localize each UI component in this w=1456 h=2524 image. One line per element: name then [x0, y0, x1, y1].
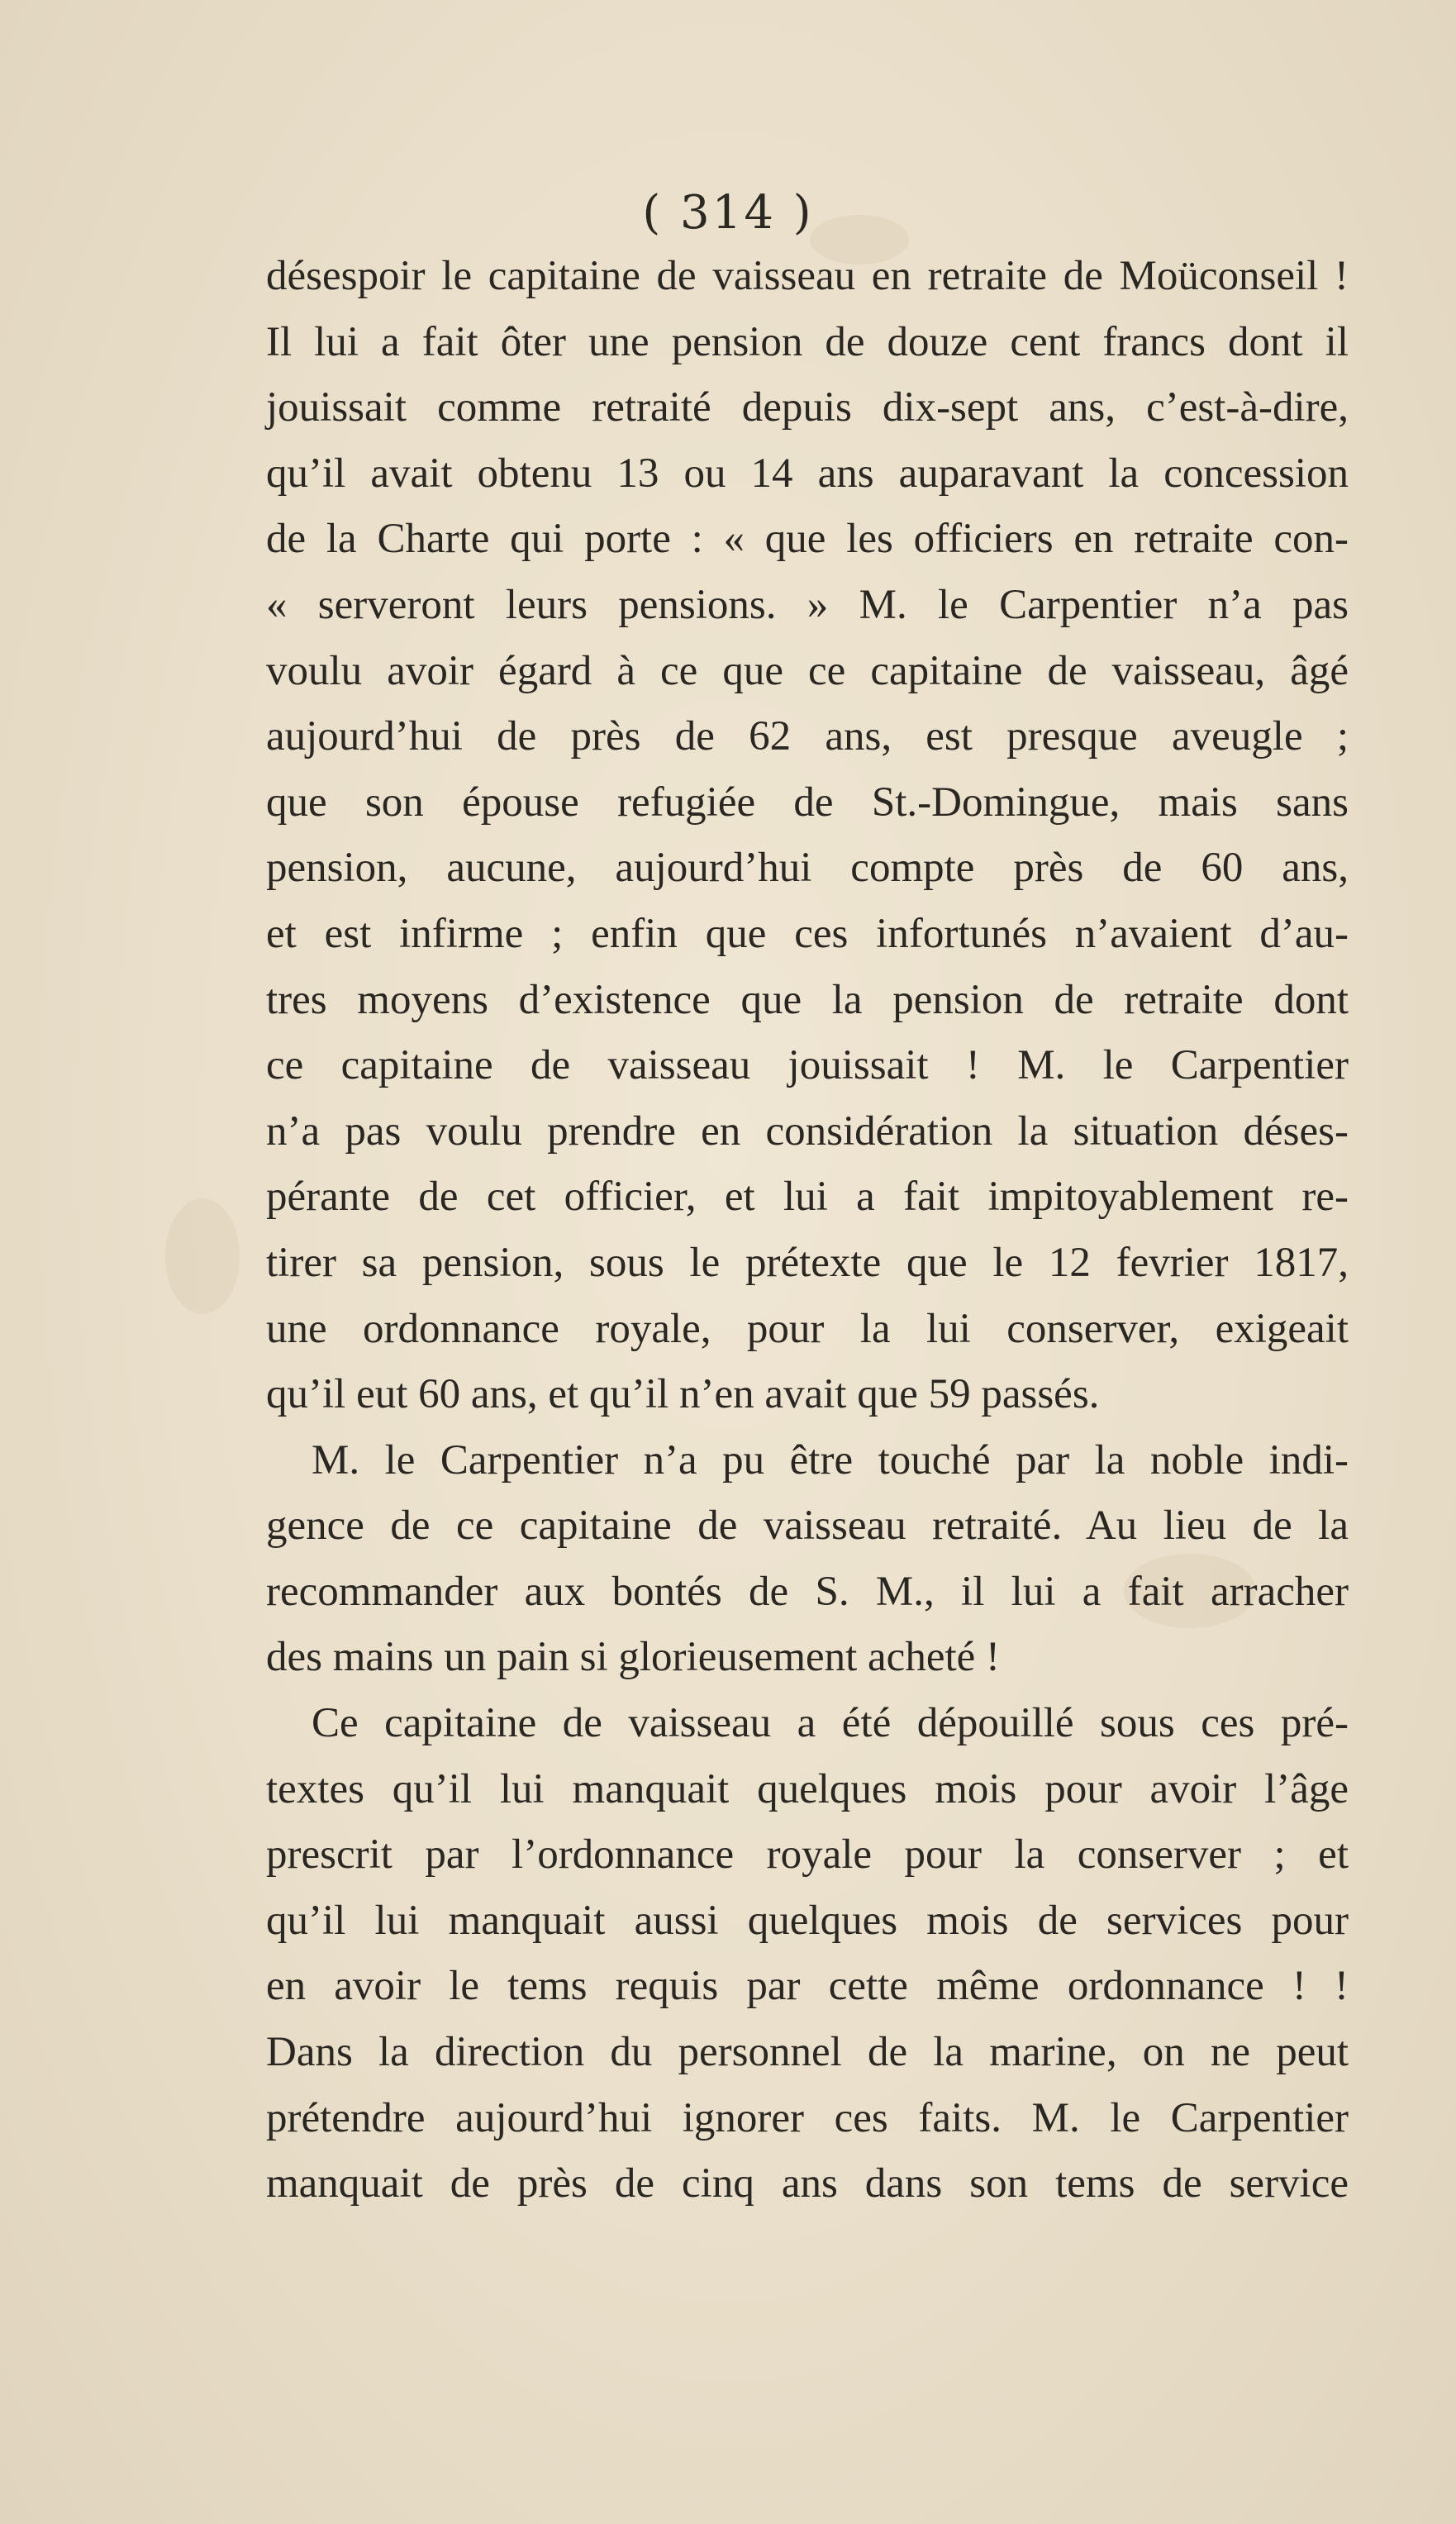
text-line: et est infirme ; enfin que ces infortunés n’avaient d’au-: [266, 910, 1349, 957]
text-line: en avoir le tems requis par cette même ordonnance ! !: [266, 1963, 1349, 2010]
text-line: qu’il eut 60 ans, et qu’il n’en avait que 59 passés.: [266, 1371, 1100, 1418]
text-line: que son épouse refugiée de St.-Domingue, mais sans: [266, 779, 1349, 826]
text-line: recommander aux bontés de S. M., il lui a fait arracher: [266, 1568, 1349, 1615]
text-line: ce capitaine de vaisseau jouissait ! M. le Carpentier: [266, 1042, 1349, 1089]
text-line: qu’il avait obtenu 13 ou 14 ans auparavant la concession: [266, 450, 1349, 497]
text-line: des mains un pain si glorieusement acheté !: [266, 1634, 1000, 1681]
text-line: désespoir le capitaine de vaisseau en retraite de Moüconseil !: [266, 253, 1349, 299]
text-line: une ordonnance royale, pour la lui conserver, exigeait: [266, 1305, 1349, 1352]
text-line: tirer sa pension, sous le prétexte que le 12 fevrier 1817,: [266, 1239, 1349, 1286]
text-line: pension, aucune, aujourd’hui compte près de 60 ans,: [266, 845, 1349, 892]
text-line: tres moyens d’existence que la pension de retraite dont: [266, 976, 1349, 1023]
text-line: Il lui a fait ôter une pension de douze cent francs dont il: [266, 318, 1349, 365]
text-line: prescrit par l’ordonnance royale pour la conserver ; et: [266, 1831, 1349, 1879]
paper-stain: [165, 1198, 240, 1314]
text-line: M. le Carpentier n’a pu être touché par la noble indi-: [312, 1436, 1349, 1483]
body-text: [266, 244, 1349, 2217]
text-line: pérante de cet officier, et lui a fait impitoyablement re-: [266, 1174, 1349, 1221]
text-line: prétendre aujourd’hui ignorer ces faits. M. le Carpentier: [266, 2094, 1349, 2141]
text-line: voulu avoir égard à ce que ce capitaine de vaisseau, âgé: [266, 647, 1349, 694]
text-line: Dans la direction du personnel de la marine, on ne peut: [266, 2029, 1349, 2076]
page-number: ( 314 ): [642, 186, 814, 240]
text-line: n’a pas voulu prendre en considération la situation déses-: [266, 1107, 1349, 1155]
text-line: jouissait comme retraité depuis dix-sept ans, c’est-à-dire,: [266, 384, 1349, 431]
text-line: Ce capitaine de vaisseau a été dépouillé sous ces pré-: [312, 1700, 1349, 1747]
text-line: qu’il lui manquait aussi quelques mois de services pour: [266, 1897, 1349, 1944]
text-line: manquait de près de cinq ans dans son tems de service: [266, 2160, 1349, 2207]
text-line: « serveront leurs pensions. » M. le Carpentier n’a pas: [266, 581, 1349, 628]
text-line: aujourd’hui de près de 62 ans, est presque aveugle ;: [266, 713, 1349, 760]
text-line: textes qu’il lui manquait quelques mois pour avoir l’âge: [266, 1765, 1349, 1812]
text-line: de la Charte qui porte : « que les officiers en retraite con-: [266, 516, 1349, 563]
text-line: gence de ce capitaine de vaisseau retraité. Au lieu de la: [266, 1502, 1349, 1550]
